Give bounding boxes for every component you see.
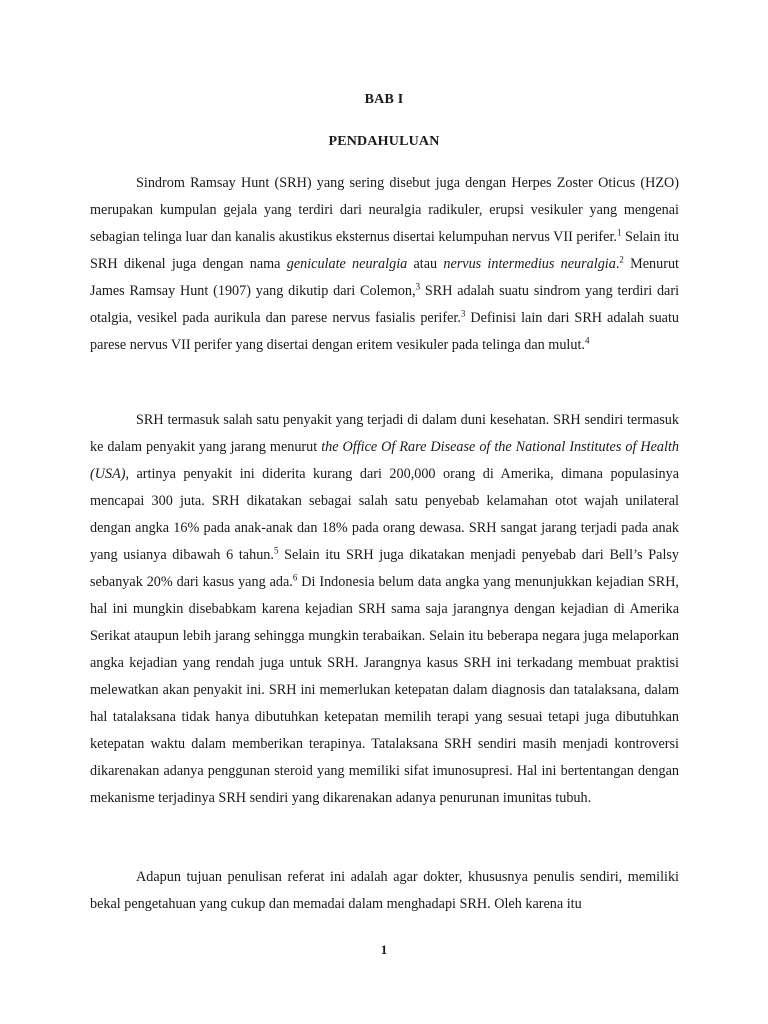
citation-superscript: 2 xyxy=(619,254,624,265)
chapter-title: PENDAHULUAN xyxy=(328,134,440,149)
italic-term: the Office Of Rare Disease of the National Institutes of Health (USA) xyxy=(90,439,679,482)
paragraph-3-block xyxy=(90,864,679,918)
paragraph-2-block xyxy=(90,407,679,812)
citation-superscript: 3 xyxy=(460,308,466,319)
paragraph-1: Sindrom Ramsay Hunt (SRH) yang sering disebut juga dengan Herpes Zoster Oticus (HZO) merupakan kumpulan gejala yang terdiri dari neuralgia radikuler, erupsi vesikuler yang mengenai sebagian telinga luar dan kanalis akustikus eksternus disertai kelumpuhan nervus VII perifer.$^1$ Selain itu SRH dikenal juga dengan nama geniculate neuralgia atau nervus intermedius neuralgia.$^2$ Menurut James Ramsay Hunt (1907) yang dikutip dari Colemon,$^3$ SRH adalah suatu sindrom yang terdiri dari otalgia, vesikel pada aurikula dan parese nervus fasialis perifer.$^3$ Definisi lain dari SRH adalah suatu parese nervus VII perifer yang disertai dengan eritem vesikuler pada telinga dan mulut.$^4$ xyxy=(90,175,680,353)
paragraph-3: Adapun tujuan penulisan referat ini adalah agar dokter, khususnya penulis sendiri, memiliki bekal pengetahuan yang cukup dan memadai dalam menghadapi SRH. Oleh karena itu xyxy=(90,869,679,912)
citation-superscript: 6 xyxy=(292,572,298,583)
citation-superscript: 1 xyxy=(616,227,622,238)
chapter-heading: BAB I xyxy=(364,92,404,107)
paragraph-2: SRH termasuk salah satu penyakit yang terjadi di dalam duni kesehatan. SRH sendiri termasuk ke dalam penyakit yang jarang menurut the Office Of Rare Disease of the National Institutes of Health (USA), artinya penyakit ini diderita kurang dari 200,000 orang di Amerika, dimana populasinya mencapai 300 juta. SRH dikatakan sebagai salah satu penyebab kelamahan otot wajah unilateral dengan angka 16% pada anak-anak dan 18% pada orang dewasa. SRH sangat jarang terjadi pada anak yang usianya dibawah 6 tahun.$^5$ Selain itu SRH juga dikatakan menjadi penyebab dari Bell’s Palsy sebanyak 20% dari kasus yang ada.$^6$ Di Indonesia belum data angka yang menunjukkan kejadian SRH, hal ini mungkin disebabkam karena kejadian SRH sama saja jarangnya dengan kejadian di Amerika Serikat ataupun lebih jarang sehingga mungkin terabaikan. Selain itu beberapa negara juga melaporkan angka kejadian yang rendah juga untuk SRH. Jarangnya kasus SRH ini terkadang membuat praktisi melewatkan akan penyakit ini. SRH ini memerlukan ketepatan dalam diagnosis dan tatalaksana, dalam hal tatalaksana tidak hanya dibutuhkan ketepatan memilih terapi yang sesuai tetapi juga dibutuhkan ketepatan waktu dalam memberikan terapinya. Tatalaksana SRH sendiri masih menjadi kontroversi dikarenakan adanya penggunan steroid yang memiliki sifat imunosupresi. Hal ini bertentangan dengan mekanisme terjadinya SRH sendiri yang dikarenakan adanya penurunan imunitas tubuh. xyxy=(90,412,679,806)
italic-term: nervus intermedius neuralgia xyxy=(443,256,616,272)
citation-superscript: 3 xyxy=(415,281,421,292)
citation-superscript: 5 xyxy=(273,545,279,556)
page-number: 1 xyxy=(380,942,388,957)
paragraph-1-block xyxy=(90,170,679,359)
italic-term: geniculate neuralgia xyxy=(286,256,408,272)
citation-superscript: 4 xyxy=(584,335,590,346)
